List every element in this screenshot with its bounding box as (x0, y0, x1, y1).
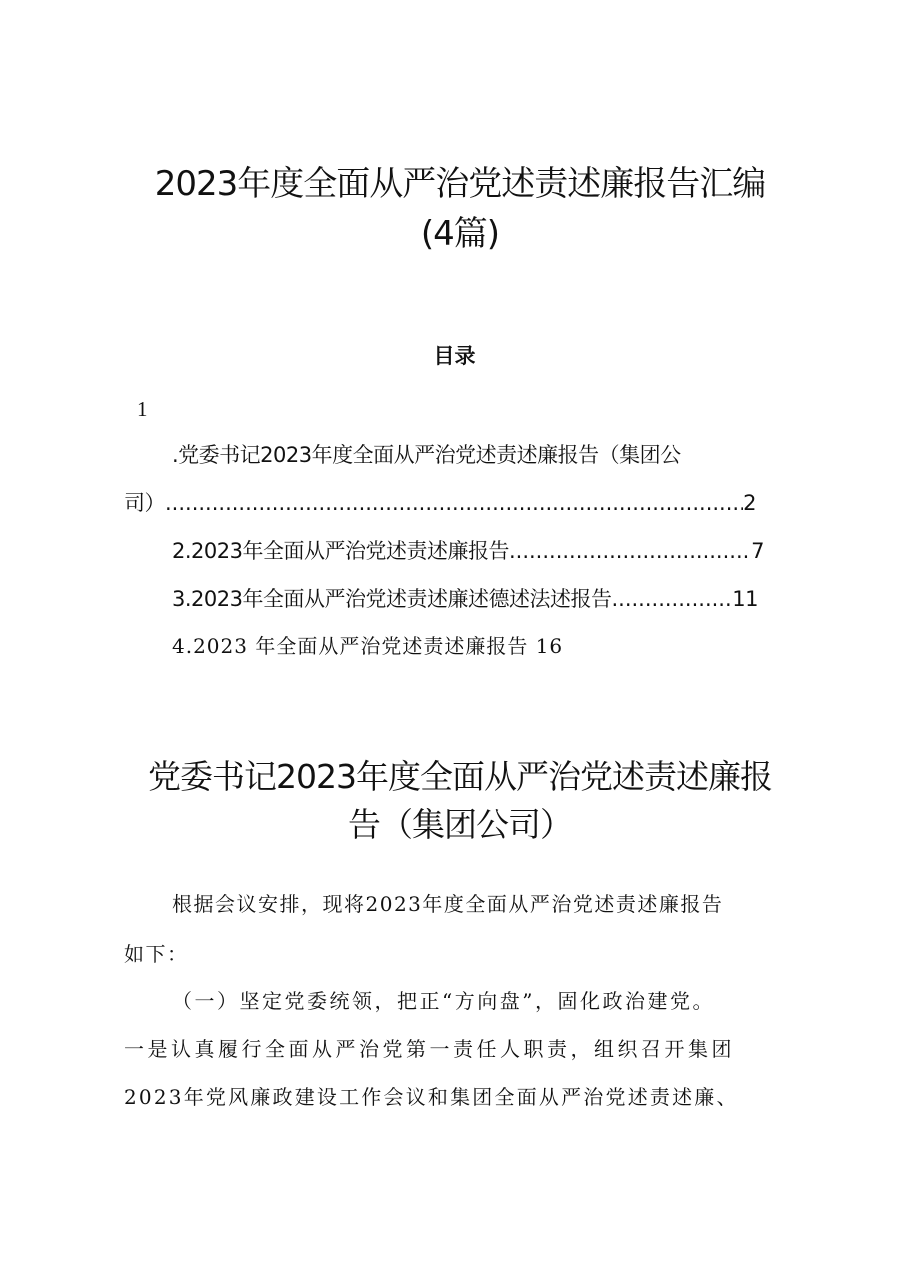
toc-entry-2[interactable] (172, 535, 764, 567)
toc-entry-1-text: .党委书记2023年度全面从严治党述责述廉报告（集团公 (172, 443, 681, 467)
toc-heading: 目录 (433, 343, 476, 368)
document-title-line1: 2023年度全面从严治党述责述廉报告汇编 (154, 164, 766, 204)
toc-number-1: 1 (137, 397, 148, 421)
toc-entry-1[interactable] (172, 439, 802, 471)
toc-entry-1-cont-text: 司） (124, 491, 165, 515)
toc-dot-leader (165, 487, 743, 519)
body-paragraph-line: （一）坚定党委统领，把正“方向盘”，固化政治建党。 (172, 989, 715, 1013)
toc-entry-3-text: 3.2023年全面从严治党述责述廉述德述法述报告 (172, 587, 612, 611)
section-title-line1: 党委书记2023年度全面从严治党述责述廉报 (148, 757, 772, 796)
toc-entry-2-page: 7 (751, 539, 764, 563)
toc-entry-3[interactable] (172, 583, 758, 615)
toc-entry-1-continued[interactable] (124, 487, 756, 519)
body-paragraph-line: 如下： (124, 942, 189, 966)
toc-dot-leader (611, 583, 732, 615)
body-paragraph-line: 2023年党风廉政建设工作会议和集团全面从严治党述责述廉、 (124, 1085, 739, 1109)
toc-entry-4[interactable] (172, 630, 563, 662)
toc-dot-leader (509, 535, 751, 567)
toc-entry-3-page: 11 (732, 587, 758, 611)
toc-entry-4-text: 4.2023 年全面从严治党述责述廉报告 16 (172, 634, 564, 658)
body-paragraph-line: 根据会议安排，现将2023年度全面从严治党述责述廉报告 (172, 892, 724, 916)
section-title-line2: 告（集团公司） (348, 805, 572, 844)
toc-entry-2-text: 2.2023年全面从严治党述责述廉报告 (172, 539, 509, 563)
toc-entry-1-page: 2 (743, 491, 756, 515)
document-title-line2: (4篇) (420, 214, 500, 254)
body-paragraph-line: 一是认真履行全面从严治党第一责任人职责，组织召开集团 (124, 1037, 735, 1061)
